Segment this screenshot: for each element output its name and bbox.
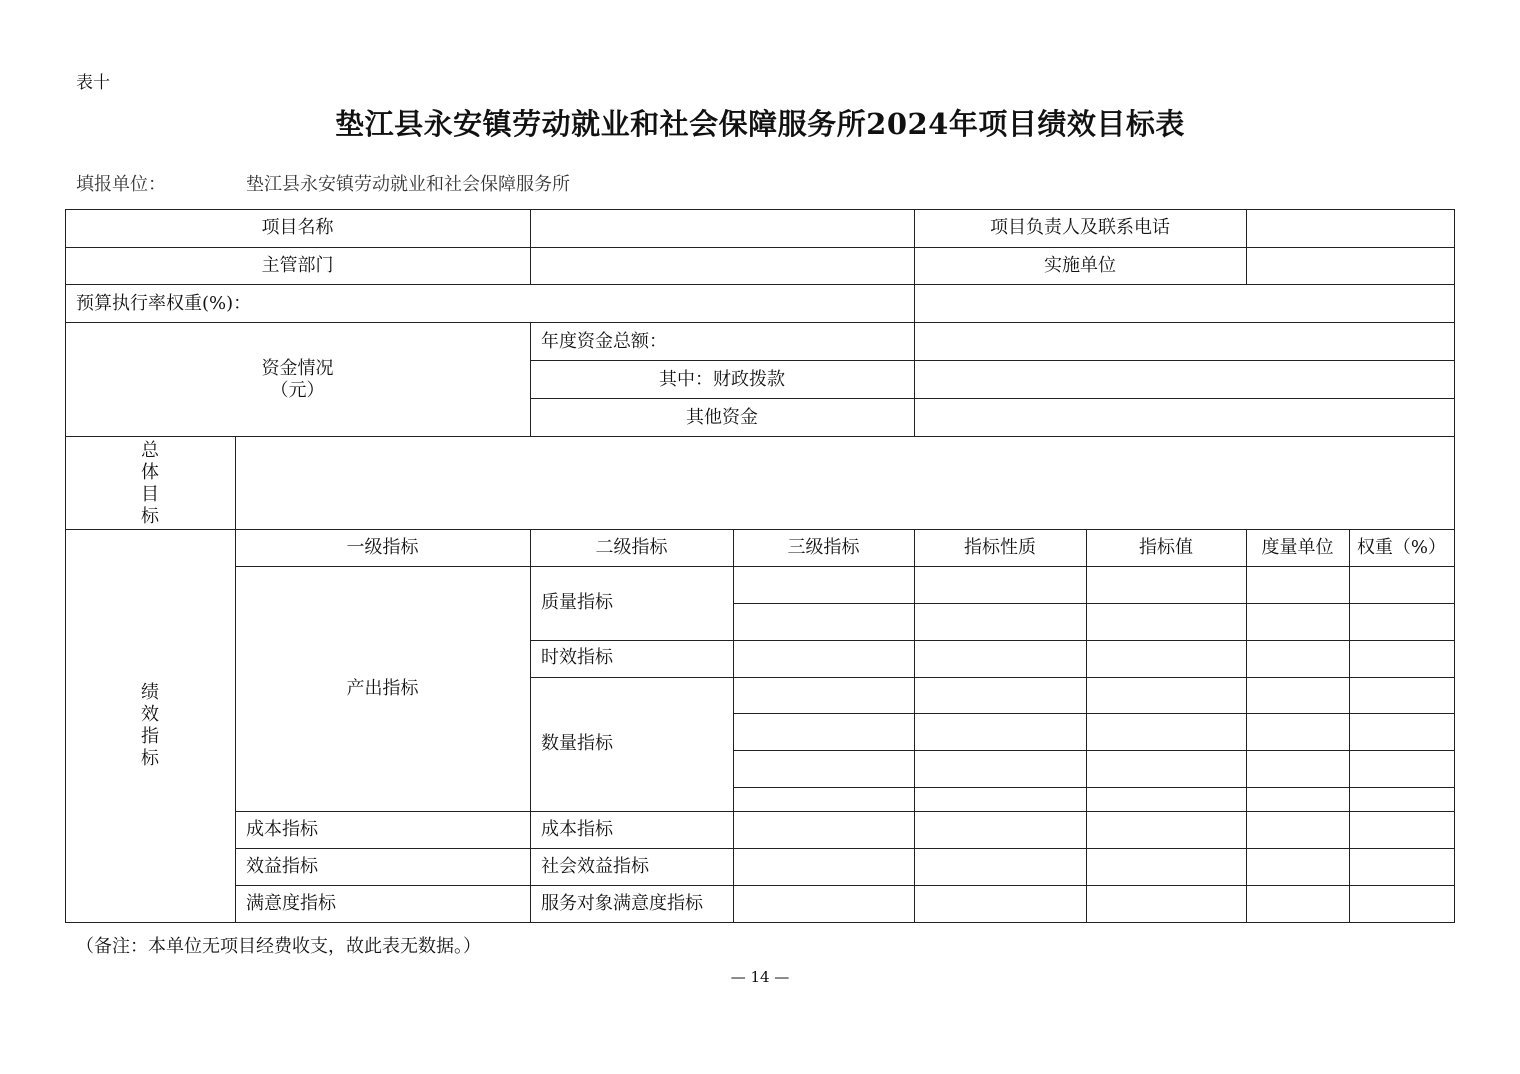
table-number: 表十 xyxy=(76,73,110,93)
other-funds-label: 其他资金 xyxy=(686,407,758,428)
quality-indicator-label: 质量指标 xyxy=(541,592,613,613)
unit-label: 填报单位： xyxy=(76,174,166,195)
column-header: 权重（%） xyxy=(1356,537,1447,558)
column-header: 一级指标 xyxy=(346,537,419,558)
social-benefit-indicator-label: 社会效益指标 xyxy=(541,856,649,877)
unit-value: 垫江县永安镇劳动就业和社会保障服务所 xyxy=(246,174,570,195)
contact-label: 项目负责人及联系电话 xyxy=(990,217,1170,238)
overall-goal-label: 总 体 目 标 xyxy=(141,440,159,527)
fiscal-label: 其中：财政拨款 xyxy=(659,369,785,390)
column-header: 三级指标 xyxy=(787,537,860,558)
project-name-label: 项目名称 xyxy=(261,217,334,238)
satisfaction-indicator-label: 满意度指标 xyxy=(246,893,336,914)
cost-indicator-label: 成本指标 xyxy=(246,819,318,840)
performance-label: 绩 效 指 标 xyxy=(141,682,159,769)
annual-total-label: 年度资金总额： xyxy=(541,331,667,352)
quantity-indicator-label: 数量指标 xyxy=(541,733,613,754)
timeliness-indicator-label: 时效指标 xyxy=(541,647,613,668)
implementer-label: 实施单位 xyxy=(1044,255,1116,276)
column-header: 度量单位 xyxy=(1261,537,1334,558)
column-header: 二级指标 xyxy=(595,537,668,558)
funds-unit-label: （元） xyxy=(270,380,325,401)
department-label: 主管部门 xyxy=(261,255,334,276)
column-header: 指标值 xyxy=(1139,537,1193,558)
output-indicator-label: 产出指标 xyxy=(346,678,419,699)
cost-subindicator-label: 成本指标 xyxy=(541,819,613,840)
funds-label: 资金情况 xyxy=(261,358,334,379)
page-number: — 14 — xyxy=(730,968,790,986)
budget-weight-label: 预算执行率权重(%)： xyxy=(76,293,252,314)
column-header: 指标性质 xyxy=(964,537,1036,558)
service-satisfaction-indicator-label: 服务对象满意度指标 xyxy=(541,893,703,914)
benefit-indicator-label: 效益指标 xyxy=(246,856,318,877)
footnote: （备注：本单位无项目经费收支，故此表无数据。） xyxy=(76,936,481,957)
page-title: 垫江县永安镇劳动就业和社会保障服务所2024年项目绩效目标表 xyxy=(335,107,1185,141)
